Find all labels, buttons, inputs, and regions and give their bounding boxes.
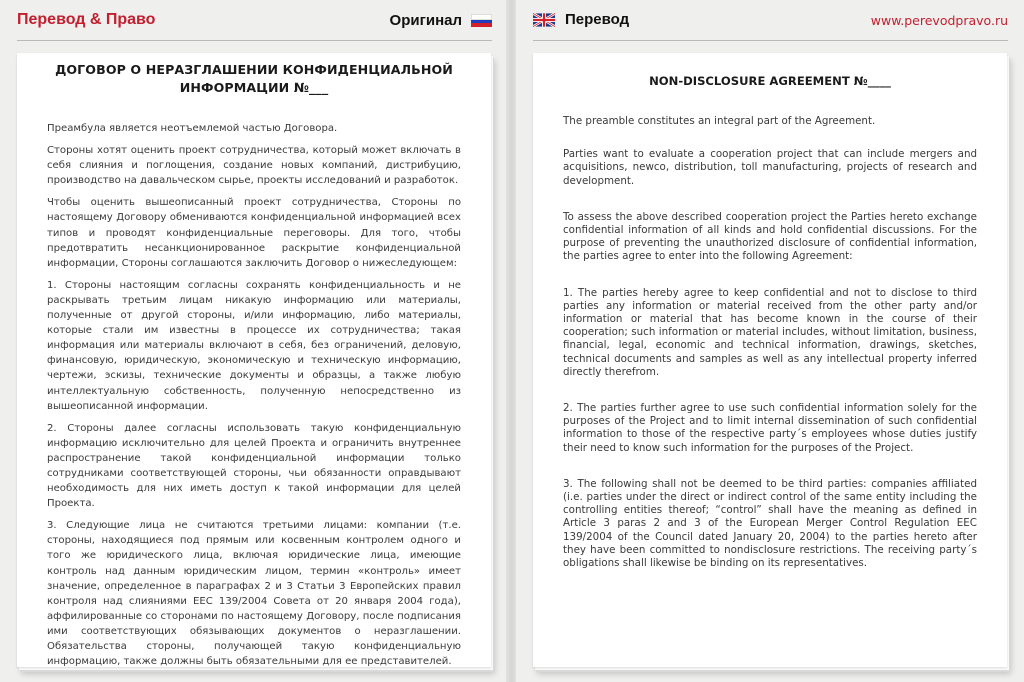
original-preamble: Преамбула является неотъемлемой частью Договора. (47, 123, 338, 134)
translation-header (533, 0, 1008, 41)
translation-paragraph-purpose: To assess the above described cooperation project the Parties hereto exchange confidential information of all kinds and hold confidential discussions. For the purpose of preventing the unauthorized disclosure of confidential information, the parties agree to enter into the following Agreement: (563, 210, 977, 263)
translation-clause-3: 3. The following shall not be deemed to be third parties: companies affiliated (i.e. parties under the direct or indirect control of the same entity including the controlling entities thereof; “control” shall have the meaning as defined in Article 3 paras 2 and 3 of the European Merger Control Regulation EEC 139/2004 of the Council dated January 20, 2004) to the parties hereto after they have been committed to nondisclosure restrictions. The receiving party´s obligations shall likewise be binding on its representatives. (563, 477, 977, 570)
original-document-title (47, 61, 461, 97)
original-header (17, 0, 492, 41)
translation-label-group (533, 11, 629, 28)
translation-preamble: The preamble constitutes an integral part of the Agreement. (563, 115, 876, 127)
original-paragraph-purpose: Чтобы оценить вышеописанный проект сотрудничества, Стороны по настоящему Договору обмениваются конфиденциальной информацией всех типов и проводят конфиденциальные переговоры. Для того, чтобы предотвратить несанкционированное раскрытие конфиденциальной информации, Стороны соглашаются заключить Договор о нижеследующем: (47, 197, 461, 269)
uk-flag-icon (533, 13, 555, 27)
website-link[interactable]: www.perevodpravo.ru (870, 13, 1008, 28)
translation-document-body (563, 115, 977, 570)
brand-logo-text[interactable]: Перевод & Право (17, 11, 156, 28)
header-divider (17, 40, 492, 41)
translation-document-page (533, 53, 1007, 667)
russia-flag-icon (471, 14, 492, 27)
original-panel (0, 0, 508, 682)
original-label: Оригинал (389, 12, 462, 29)
original-document-page (17, 53, 491, 667)
title-line-1: ДОГОВОР О НЕРАЗГЛАШЕНИИ КОНФИДЕНЦИАЛЬНОЙ (55, 62, 453, 77)
original-clause-1: 1. Стороны настоящим согласны сохранять конфиденциальность и не раскрывать третьим лицам никакую информацию или материалы, полученные от другой стороны, и/или информацию, либо материалы, которые стали им известны в процессе их сотрудничества; такая информация или материалы включают в себя, без ограничений, деловую, финансовую, юридическую, экономическую и техническую информацию, чертежи, эскизы, технические документы и образцы, а также любую интеллектуальную собственность, полученную непосредственно из вышеописанной информации. (47, 279, 461, 412)
original-document-body (47, 121, 461, 669)
original-clause-3: 3. Следующие лица не считаются третьими лицами: компании (т.е. стороны, находящиеся под прямым или косвенным контролем одного и того же юридического лица, включая юридические лица, имеющие контроль над данным юридическим лицом, термин «контроль» имеет значение, определенное в параграфах 2 и 3 Статьи 3 Европейских правил контроля над слияниями ЕЕС 139/2004 Совета от 20 января 2004 года), аффилированные со сторонами по настоящему Договору, после подписания ими соответствующих обязывающих документов о неразглашении. Обязательства стороны, получающей такую конфиденциальную информацию, также должны быть обязательными для ее представителей. (47, 520, 461, 668)
original-clause-2: 2. Стороны далее согласны использовать такую конфиденциальную информацию исключительно для целей Проекта и ограничить внутреннее распространение такой конфиденциальной информации только сотрудниками соответствующей стороны, чьи обязанности оправдывают необходимость для них иметь доступ к такой информации для целей Проекта. (47, 422, 461, 510)
translation-clause-2: 2. The parties further agree to use such confidential information solely for the purposes of the Project and to limit internal dissemination of such confidential information to those of the respective party´s employees whose duties justify their need to know such information for the purposes of the Project. (563, 402, 977, 454)
original-paragraph-intent: Стороны хотят оценить проект сотрудничества, который может включать в себя слияния и поглощения, создание новых компаний, дистрибуцию, производство на давальческом сырье, проекты исследований и разработок. (47, 145, 461, 187)
translation-panel (516, 0, 1024, 682)
translation-label: Перевод (565, 11, 630, 28)
header-divider (533, 40, 1008, 41)
original-label-group (390, 12, 492, 29)
translation-document-title: NON-DISCLOSURE AGREEMENT №____ (649, 74, 891, 88)
translation-paragraph-intent: Parties want to evaluate a cooperation project that can include mergers and acquisitions, newco, distribution, toll manufacturing, projects of research and development. (563, 148, 977, 187)
translation-clause-1: 1. The parties hereby agree to keep confidential and not to disclose to third parties any information or material received from the other party and/or information or material that has become known in the course of their cooperation; such information or material includes, without limitation, business, financial, legal, economic and technical information, drawings, sketches, technical documents and samples as well as any intellectual property inferred directly therefrom. (563, 286, 977, 378)
title-line-2: ИНФОРМАЦИИ №___ (179, 80, 329, 95)
